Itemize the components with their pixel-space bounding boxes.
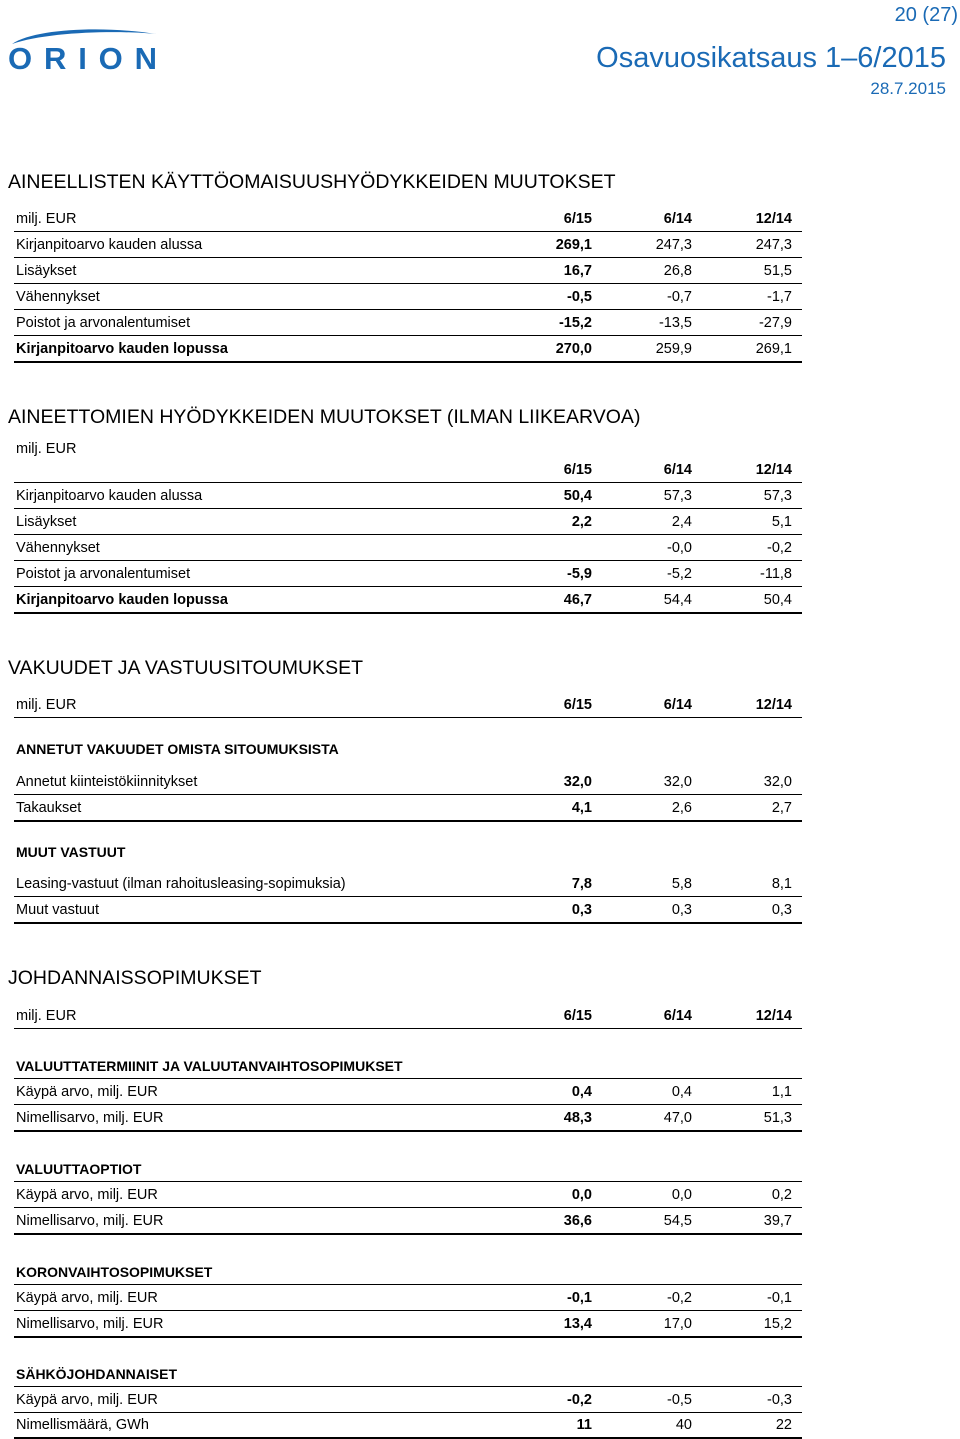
- orion-logo: [6, 24, 160, 74]
- cell: 13,4: [563, 1316, 592, 1332]
- table-row: [14, 1286, 802, 1311]
- subsection-title: [14, 840, 802, 864]
- row-label: Takaukset: [16, 800, 82, 816]
- cell: -0,2: [767, 540, 792, 556]
- cell: -0,5: [667, 1392, 692, 1408]
- document-date: 28.7.2015: [870, 79, 946, 98]
- table-row: [14, 1209, 802, 1235]
- column-header: 6/14: [663, 697, 692, 713]
- cell: 269,1: [555, 237, 592, 253]
- table-row: [14, 1413, 802, 1439]
- row-label: Kirjanpitoarvo kauden lopussa: [16, 592, 228, 608]
- column-header: 6/15: [563, 1008, 592, 1024]
- cell: 54,4: [663, 592, 692, 608]
- cell: -0,1: [567, 1290, 592, 1306]
- subsection-title: [14, 1362, 802, 1387]
- subsection-title: [14, 737, 802, 761]
- subsection-title: [14, 1157, 802, 1182]
- row-label: Nimellisarvo, milj. EUR: [16, 1316, 164, 1332]
- row-label: Käypä arvo, milj. EUR: [16, 1392, 158, 1408]
- column-header: 6/15: [563, 211, 592, 227]
- row-label: Käypä arvo, milj. EUR: [16, 1290, 158, 1306]
- cell: 26,8: [663, 263, 692, 279]
- cell: 39,7: [763, 1213, 792, 1229]
- cell: 7,8: [571, 876, 592, 892]
- subsection-label: ANNETUT VAKUUDET OMISTA SITOUMUKSISTA: [16, 741, 339, 757]
- cell: 51,3: [763, 1110, 792, 1126]
- cell: 50,4: [563, 488, 592, 504]
- column-header: 6/15: [563, 462, 592, 478]
- column-header: 12/14: [755, 462, 792, 478]
- cell: 2,7: [771, 800, 792, 816]
- cell: 50,4: [763, 592, 792, 608]
- cell: -0,3: [767, 1392, 792, 1408]
- cell: 15,2: [763, 1316, 792, 1332]
- cell: -5,9: [567, 566, 592, 582]
- cell: -0,2: [667, 1290, 692, 1306]
- column-header: 12/14: [755, 697, 792, 713]
- cell: 11: [576, 1417, 592, 1433]
- cell: -13,5: [658, 315, 692, 331]
- table-row: [14, 1312, 802, 1338]
- document-title: Osavuosikatsaus 1–6/2015: [596, 42, 946, 74]
- table-row: [14, 562, 802, 587]
- row-label: Muut vastuut: [16, 902, 100, 918]
- row-label: Kirjanpitoarvo kauden alussa: [16, 488, 203, 504]
- row-label: Lisäykset: [16, 263, 77, 279]
- row-label: Poistot ja arvonalentumiset: [16, 566, 191, 582]
- table-row: [14, 285, 802, 310]
- cell: -0,2: [567, 1392, 592, 1408]
- unit-label: milj. EUR: [16, 211, 77, 227]
- cell: 0,0: [571, 1187, 592, 1203]
- subsection-label: SÄHKÖJOHDANNAISET: [16, 1366, 178, 1382]
- subsection-label: VALUUTTATERMIINIT JA VALUUTANVAIHTOSOPIMUKSET: [16, 1058, 403, 1074]
- subsection-label: VALUUTTAOPTIOT: [16, 1161, 142, 1177]
- cell: 5,8: [671, 876, 692, 892]
- row-label: Nimellisarvo, milj. EUR: [16, 1110, 164, 1126]
- table-header-row: [14, 693, 802, 718]
- row-label: Kirjanpitoarvo kauden alussa: [16, 237, 203, 253]
- cell: 1,1: [771, 1084, 792, 1100]
- cell: 22: [775, 1417, 792, 1433]
- table-row: [14, 484, 802, 509]
- table-header-row: [14, 1004, 802, 1029]
- logo-text: ORION: [8, 41, 158, 74]
- cell: 5,1: [771, 514, 792, 530]
- cell: 2,2: [571, 514, 592, 530]
- cell: 51,5: [763, 263, 792, 279]
- row-label: Käypä arvo, milj. EUR: [16, 1084, 158, 1100]
- section-title: JOHDANNAISSOPIMUKSET: [8, 967, 262, 989]
- table-row: [14, 1106, 802, 1132]
- section-title: VAKUUDET JA VASTUUSITOUMUKSET: [8, 657, 364, 679]
- column-header: 12/14: [755, 211, 792, 227]
- table-total-row: [14, 337, 802, 363]
- cell: 57,3: [763, 488, 792, 504]
- row-label: Vähennykset: [16, 289, 100, 305]
- row-label: Vähennykset: [16, 540, 100, 556]
- cell: 17,0: [663, 1316, 692, 1332]
- cell: 47,0: [663, 1110, 692, 1126]
- table-row: [14, 872, 802, 897]
- section-title: AINEELLISTEN KÄYTTÖOMAISUUSHYÖDYKKEIDEN MUUTOKSET: [8, 171, 616, 193]
- cell: 0,3: [671, 902, 692, 918]
- cell: 40: [675, 1417, 692, 1433]
- table-header-row: [14, 207, 802, 232]
- column-header: 6/14: [663, 211, 692, 227]
- cell: 0,4: [571, 1084, 592, 1100]
- cell: -0,1: [767, 1290, 792, 1306]
- cell: 270,0: [555, 341, 592, 357]
- table-row: [14, 233, 802, 258]
- table-row: [14, 1388, 802, 1413]
- table-row: [14, 311, 802, 336]
- cell: 0,3: [771, 902, 792, 918]
- cell: 48,3: [563, 1110, 592, 1126]
- table-row: [14, 770, 802, 795]
- cell: 247,3: [655, 237, 692, 253]
- subsection-label: MUUT VASTUUT: [16, 844, 126, 860]
- cell: 57,3: [663, 488, 692, 504]
- cell: 32,0: [763, 774, 792, 790]
- row-label: Poistot ja arvonalentumiset: [16, 315, 191, 331]
- table-total-row: [14, 588, 802, 614]
- column-header: 12/14: [755, 1008, 792, 1024]
- cell: 16,7: [563, 263, 592, 279]
- table-row: [14, 536, 802, 561]
- cell: 8,1: [771, 876, 792, 892]
- table-row: [14, 1080, 802, 1105]
- unit-label: milj. EUR: [16, 1008, 77, 1024]
- page-number: 20 (27): [894, 4, 958, 26]
- unit-label: milj. EUR: [16, 697, 77, 713]
- column-header: 6/14: [663, 1008, 692, 1024]
- cell: 269,1: [755, 341, 792, 357]
- cell: 2,4: [671, 514, 692, 530]
- cell: 0,3: [571, 902, 592, 918]
- table-row: [14, 1183, 802, 1208]
- row-label: Leasing-vastuut (ilman rahoitusleasing-sopimuksia): [16, 876, 346, 892]
- row-label: Käypä arvo, milj. EUR: [16, 1187, 158, 1203]
- column-header: 6/14: [663, 462, 692, 478]
- cell: -15,2: [558, 315, 592, 331]
- column-header: 6/15: [563, 697, 592, 713]
- cell: -0,5: [567, 289, 592, 305]
- cell: -0,0: [667, 540, 692, 556]
- cell: 0,4: [671, 1084, 692, 1100]
- cell: -5,2: [667, 566, 692, 582]
- unit-label: milj. EUR: [16, 441, 77, 457]
- table-header-row: [14, 458, 802, 483]
- cell: 4,1: [571, 800, 592, 816]
- row-label: Nimellismäärä, GWh: [16, 1417, 149, 1433]
- cell: 0,0: [671, 1187, 692, 1203]
- row-label: Lisäykset: [16, 514, 77, 530]
- section-title: AINEETTOMIEN HYÖDYKKEIDEN MUUTOKSET (ILMAN LIIKEARVOA): [8, 406, 641, 428]
- cell: 247,3: [755, 237, 792, 253]
- subsection-label: KORONVAIHTOSOPIMUKSET: [16, 1264, 213, 1280]
- row-label: Annetut kiinteistökiinnitykset: [16, 774, 198, 790]
- row-label: Nimellisarvo, milj. EUR: [16, 1213, 164, 1229]
- cell: 46,7: [563, 592, 592, 608]
- cell: -11,8: [760, 566, 792, 582]
- subsection-title: [14, 1260, 802, 1285]
- cell: -0,7: [667, 289, 692, 305]
- subsection-title: [14, 1054, 802, 1079]
- table-row: [14, 796, 802, 822]
- cell: 0,2: [771, 1187, 792, 1203]
- cell: 259,9: [655, 341, 692, 357]
- row-label: Kirjanpitoarvo kauden lopussa: [16, 341, 228, 357]
- cell: 2,6: [671, 800, 692, 816]
- cell: 54,5: [663, 1213, 692, 1229]
- cell: 36,6: [563, 1213, 592, 1229]
- cell: -27,9: [758, 315, 792, 331]
- table-row: [14, 259, 802, 284]
- cell: 32,0: [663, 774, 692, 790]
- table-row: [14, 898, 802, 924]
- table-row: [14, 510, 802, 535]
- cell: -1,7: [767, 289, 792, 305]
- cell: 32,0: [563, 774, 592, 790]
